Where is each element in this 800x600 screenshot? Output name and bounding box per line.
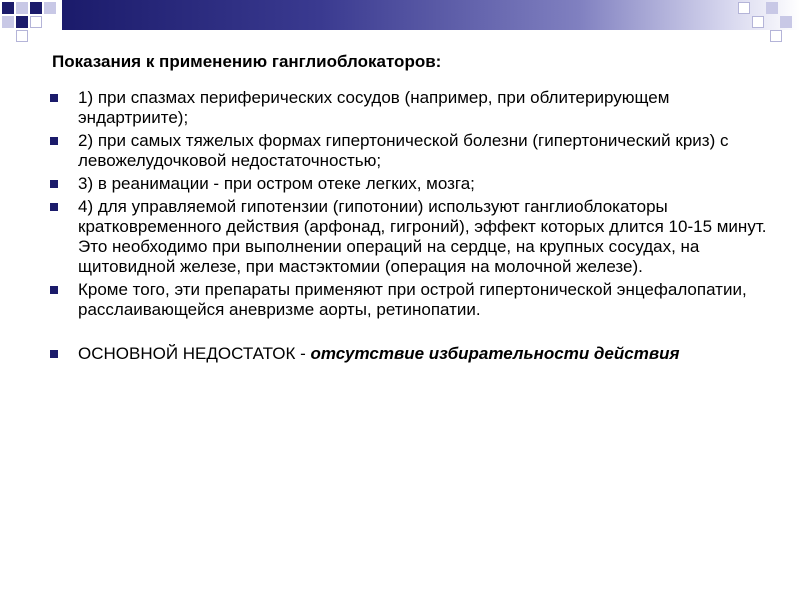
bullet-list [48,88,778,364]
list-item-drawback [48,344,778,364]
list-item-text: 4) для управляемой гипотензии (гипотонии) используют ганглиоблокаторы кратковременного действия (арфонад, гигроний), эффект которых длится 10-15 минут. Это необходимо при выполнении операций на сердце, на крупных сосудах, на щитовидной железе, при мастэктомии (операция на молочной железе). [78,197,767,276]
list-item [48,280,778,320]
decorative-squares [0,0,800,50]
deco-square [2,2,14,14]
deco-square [780,16,792,28]
square-bullet-icon [50,180,58,188]
deco-square [770,30,782,42]
deco-square [16,2,28,14]
slide-title: Показания к применению ганглиоблокаторов: [52,52,442,71]
deco-square [30,16,42,28]
drawback-emphasis: отсутствие избирательности действия [310,344,680,363]
deco-square [44,2,56,14]
deco-square [16,16,28,28]
square-bullet-icon [50,203,58,211]
list-item-text: Кроме того, эти препараты применяют при острой гипертонической энцефалопатии, расслаивающейся аневризме аорты, ретинопатии. [78,280,747,319]
square-bullet-icon [50,137,58,145]
deco-square [16,30,28,42]
deco-square [766,2,778,14]
square-bullet-icon [50,94,58,102]
list-item [48,197,778,277]
list-item-text: 3) в реанимации - при остром отеке легких, мозга; [78,174,475,193]
deco-square [752,16,764,28]
list-item [48,174,778,194]
drawback-label: ОСНОВНОЙ НЕДОСТАТОК - [78,344,311,363]
list-item-text: 2) при самых тяжелых формах гипертонической болезни (гипертонический криз) с левожелудочковой недостаточностью; [78,131,729,170]
square-bullet-icon [50,286,58,294]
list-item [48,131,778,171]
slide-content [48,52,778,367]
deco-square [30,2,42,14]
list-item [48,88,778,128]
deco-square [738,2,750,14]
square-bullet-icon [50,350,58,358]
list-item-text: 1) при спазмах периферических сосудов (например, при облитерирующем эндартриите); [78,88,670,127]
deco-square [2,16,14,28]
